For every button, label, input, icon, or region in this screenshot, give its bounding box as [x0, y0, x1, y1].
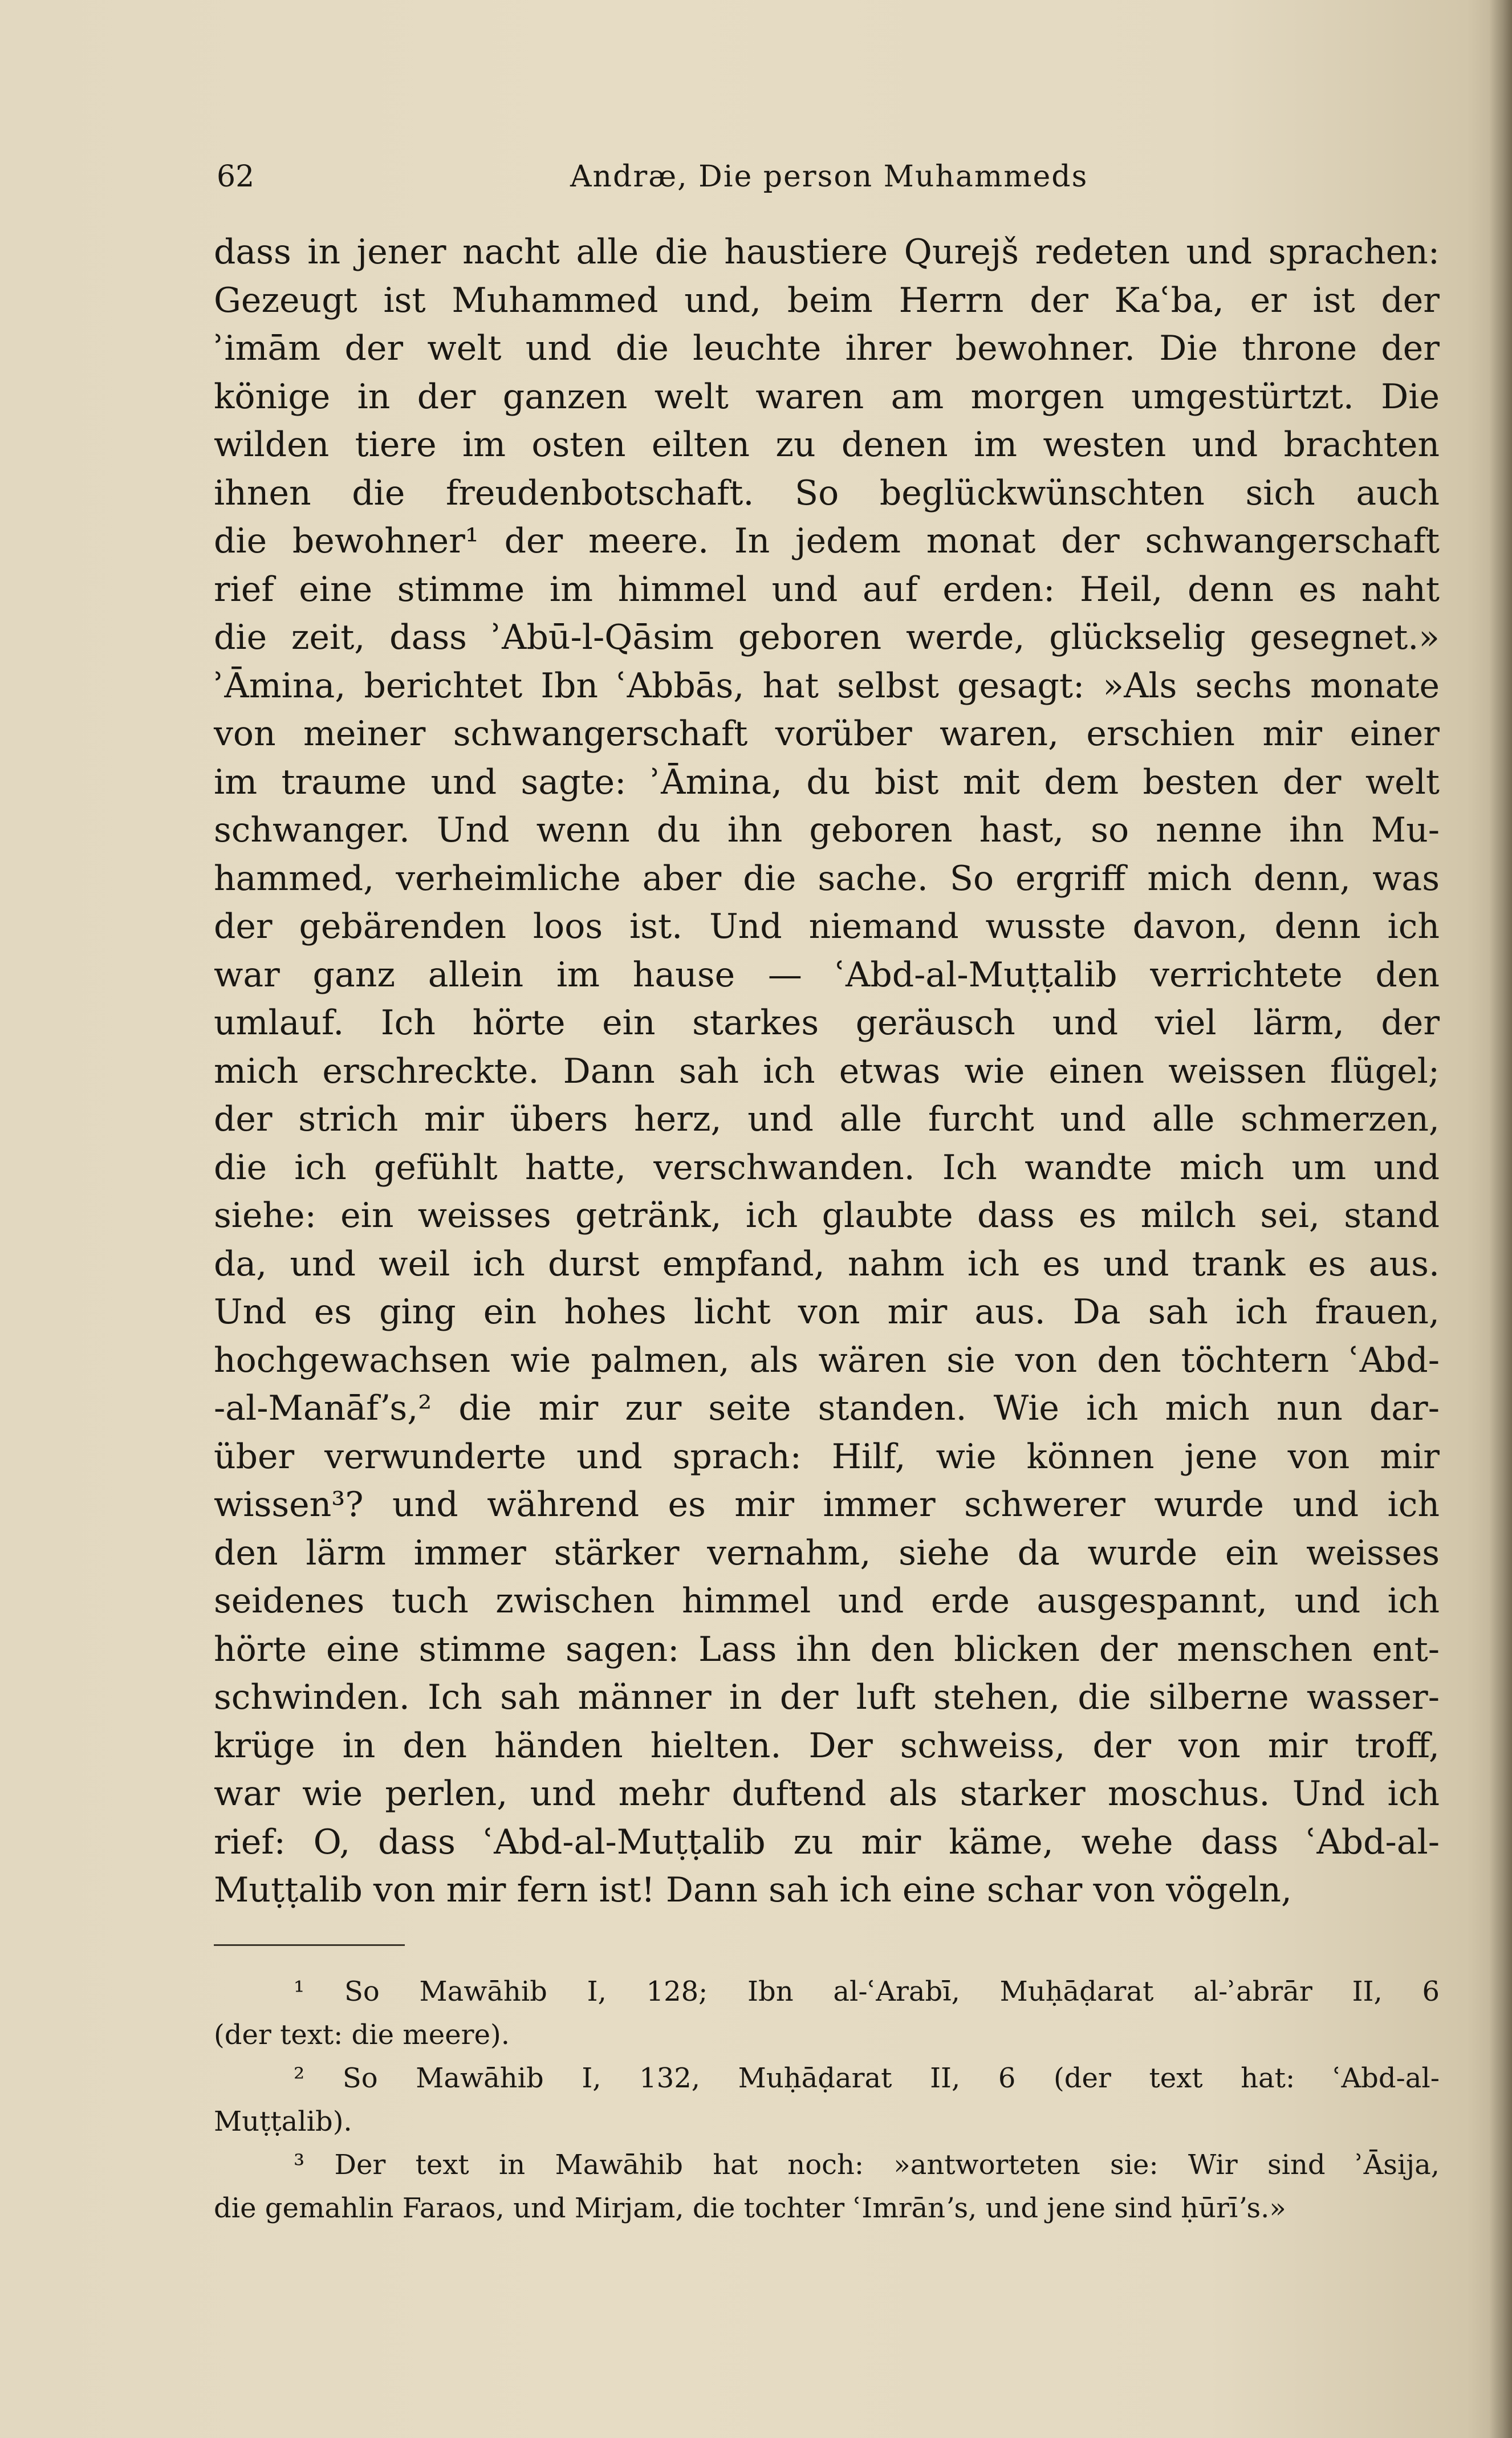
footnotes — [214, 1970, 1440, 2230]
text-line: ʾimām der welt und die leuchte ihrer bewohner. Die throne der — [214, 328, 1440, 368]
page-edge-shadow — [1489, 0, 1512, 2438]
footnote-line: die gemahlin Faraos, und Mirjam, die tochter ʿImrānʼs, und jene sind ḥūrīʼs.» — [214, 2192, 1286, 2224]
text-line: wilden tiere im osten eilten zu denen im westen und brachten — [214, 425, 1440, 465]
text-line: war ganz allein im hause — ʿAbd-al-Muṭṭalib verrichtete den — [214, 954, 1440, 995]
text-line: rief eine stimme im himmel und auf erden: Heil, denn es naht — [214, 569, 1440, 610]
text-line: ʾĀmina, berichtet Ibn ʿAbbās, hat selbst gesagt: »Als sechs monate — [214, 665, 1440, 706]
text-line: den lärm immer stärker vernahm, siehe da wurde ein weisses — [214, 1533, 1440, 1573]
footnote-line: Muṭṭalib). — [214, 2106, 352, 2138]
text-line: krüge in den händen hielten. Der schweiss, der von mir troff, — [214, 1725, 1440, 1766]
text-line: der gebärenden loos ist. Und niemand wusste davon, denn ich — [214, 907, 1440, 946]
text-line: von meiner schwangerschaft vorüber waren, erschien mir einer — [214, 714, 1440, 754]
main-text — [214, 228, 1440, 1915]
running-title: Andræ, Die person Muhammeds — [570, 160, 1088, 194]
text-line: schwinden. Ich sah männer in der luft stehen, die silberne wasser- — [214, 1677, 1440, 1717]
text-line: könige in der ganzen welt waren am morgen umgestürtzt. Die — [214, 376, 1440, 417]
text-line: hochgewachsen wie palmen, als wären sie von den töchtern ʿAbd- — [214, 1340, 1440, 1380]
text-line: rief: O, dass ʿAbd-al-Muṭṭalib zu mir käme, wehe dass ʿAbd-al- — [214, 1822, 1440, 1862]
text-line: schwanger. Und wenn du ihn geboren hast, so nenne ihn Mu- — [214, 810, 1440, 850]
text-line: siehe: ein weisses getränk, ich glaubte dass es milch sei, stand — [214, 1196, 1440, 1236]
text-line: die zeit, dass ʾAbū-l-Qāsim geboren werde, glückselig gesegnet.» — [214, 617, 1440, 657]
text-line: da, und weil ich durst empfand, nahm ich es und trank es aus. — [214, 1244, 1440, 1284]
text-line: dass in jener nacht alle die haustiere Qurejš redeten und sprachen: — [214, 232, 1440, 272]
text-line: umlauf. Ich hörte ein starkes geräusch und viel lärm, der — [214, 1003, 1440, 1043]
text-line: im traume und sagte: ʾĀmina, du bist mit dem besten der welt — [214, 762, 1440, 802]
text-line: -al-Manāfʼs,² die mir zur seite standen. Wie ich mich nun dar- — [214, 1388, 1440, 1428]
text-line: Und es ging ein hohes licht von mir aus. Da sah ich frauen, — [214, 1292, 1440, 1332]
text-line: hammed, verheimliche aber die sache. So ergriff mich denn, was — [214, 858, 1440, 899]
footnote-line: (der text: die meere). — [214, 2019, 510, 2051]
text-line: seidenes tuch zwischen himmel und erde ausgespannt, und ich — [214, 1581, 1440, 1621]
text-line: die bewohner¹ der meere. In jedem monat der schwangerschaft — [214, 521, 1440, 561]
text-line: die ich gefühlt hatte, verschwanden. Ich wandte mich um und — [214, 1147, 1440, 1188]
running-head — [217, 154, 1440, 200]
text-line: wissen³? und während es mir immer schwerer wurde und ich — [214, 1485, 1440, 1525]
text-line: war wie perlen, und mehr duftend als starker moschus. Und ich — [214, 1774, 1440, 1814]
footnote-line: ³ Der text in Mawāhib hat noch: »antworteten sie: Wir sind ʾĀsija, — [294, 2149, 1440, 2181]
text-line: mich erschreckte. Dann sah ich etwas wie einen weissen flügel; — [214, 1051, 1440, 1091]
text-line: ihnen die freudenbotschaft. So beglückwünschten sich auch — [214, 473, 1440, 513]
text-line: hörte eine stimme sagen: Lass ihn den blicken der menschen ent- — [214, 1629, 1440, 1669]
footnote-rule — [214, 1944, 405, 1946]
text-line: Gezeugt ist Muhammed und, beim Herrn der Kaʿba, er ist der — [214, 280, 1440, 320]
text-line: Muṭṭalib von mir fern ist! Dann sah ich eine schar von vögeln, — [214, 1870, 1292, 1910]
text-line: über verwunderte und sprach: Hilf, wie können jene von mir — [214, 1436, 1440, 1477]
page-number: 62 — [217, 160, 255, 194]
footnote-line: ² So Mawāhib I, 132, Muḥāḍarat II, 6 (der text hat: ʿAbd-al- — [294, 2062, 1440, 2094]
footnote-line: ¹ So Mawāhib I, 128; Ibn al-ʿArabī, Muḥāḍarat al-ʾabrār II, 6 — [294, 1976, 1440, 2008]
text-line: der strich mir übers herz, und alle furcht und alle schmerzen, — [214, 1099, 1440, 1139]
